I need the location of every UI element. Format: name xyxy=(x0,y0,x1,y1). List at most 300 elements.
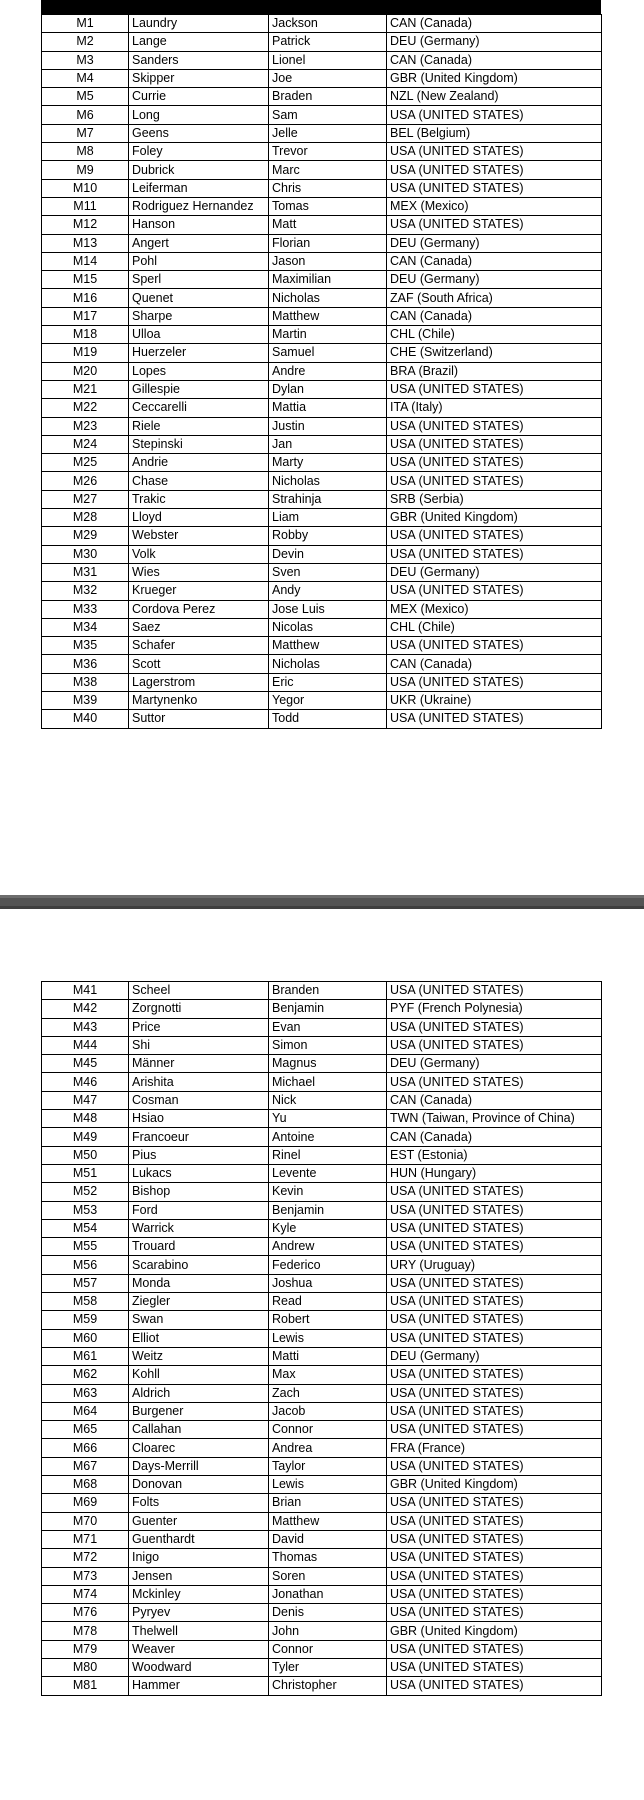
last-name-cell: Woodward xyxy=(129,1658,269,1676)
last-name-cell: Price xyxy=(129,1018,269,1036)
nationality-cell: USA (UNITED STATES) xyxy=(387,1183,602,1201)
athlete-id-cell: M79 xyxy=(42,1640,129,1658)
last-name-cell: Martynenko xyxy=(129,691,269,709)
table-row xyxy=(42,1256,602,1274)
first-name-cell: Samuel xyxy=(269,344,387,362)
table-row xyxy=(42,1036,602,1054)
athlete-id-cell: M70 xyxy=(42,1512,129,1530)
first-name-cell: Andrew xyxy=(269,1238,387,1256)
table-row xyxy=(42,344,602,362)
table-row xyxy=(42,1366,602,1384)
last-name-cell: Rodriguez Hernandez xyxy=(129,197,269,215)
table-row xyxy=(42,271,602,289)
table-row xyxy=(42,435,602,453)
athlete-id-cell: M38 xyxy=(42,673,129,691)
first-name-cell: Robby xyxy=(269,527,387,545)
table-row xyxy=(42,106,602,124)
nationality-cell: USA (UNITED STATES) xyxy=(387,472,602,490)
last-name-cell: Jensen xyxy=(129,1567,269,1585)
last-name-cell: Inigo xyxy=(129,1549,269,1567)
first-name-cell: Federico xyxy=(269,1256,387,1274)
table-row xyxy=(42,1274,602,1292)
first-name-cell: Jackson xyxy=(269,15,387,33)
table-row xyxy=(42,1347,602,1365)
athlete-id-cell: M80 xyxy=(42,1658,129,1676)
first-name-cell: Rinel xyxy=(269,1146,387,1164)
first-name-cell: Sam xyxy=(269,106,387,124)
first-name-cell: Jelle xyxy=(269,124,387,142)
nationality-cell: USA (UNITED STATES) xyxy=(387,673,602,691)
last-name-cell: Trouard xyxy=(129,1238,269,1256)
athlete-id-cell: M58 xyxy=(42,1293,129,1311)
table-row xyxy=(42,600,602,618)
table-row xyxy=(42,362,602,380)
athlete-id-cell: M64 xyxy=(42,1402,129,1420)
nationality-cell: CHL (Chile) xyxy=(387,618,602,636)
first-name-cell: Matt xyxy=(269,216,387,234)
last-name-cell: Guenthardt xyxy=(129,1530,269,1548)
athlete-id-cell: M12 xyxy=(42,216,129,234)
athlete-id-cell: M51 xyxy=(42,1164,129,1182)
nationality-cell: USA (UNITED STATES) xyxy=(387,1274,602,1292)
last-name-cell: Stepinski xyxy=(129,435,269,453)
first-name-cell: Marc xyxy=(269,161,387,179)
first-name-cell: Strahinja xyxy=(269,490,387,508)
first-name-cell: Devin xyxy=(269,545,387,563)
last-name-cell: Scarabino xyxy=(129,1256,269,1274)
athlete-id-cell: M34 xyxy=(42,618,129,636)
nationality-cell: ITA (Italy) xyxy=(387,399,602,417)
nationality-cell: CHE (Switzerland) xyxy=(387,344,602,362)
last-name-cell: Lange xyxy=(129,33,269,51)
last-name-cell: Callahan xyxy=(129,1421,269,1439)
last-name-cell: Lloyd xyxy=(129,509,269,527)
athlete-id-cell: M50 xyxy=(42,1146,129,1164)
athlete-id-cell: M42 xyxy=(42,1000,129,1018)
nationality-cell: USA (UNITED STATES) xyxy=(387,1658,602,1676)
athlete-id-cell: M33 xyxy=(42,600,129,618)
last-name-cell: Scott xyxy=(129,655,269,673)
athlete-id-cell: M4 xyxy=(42,69,129,87)
athlete-id-cell: M40 xyxy=(42,710,129,728)
table-row xyxy=(42,1567,602,1585)
nationality-cell: USA (UNITED STATES) xyxy=(387,1549,602,1567)
nationality-cell: USA (UNITED STATES) xyxy=(387,1585,602,1603)
table-row xyxy=(42,1329,602,1347)
first-name-cell: Patrick xyxy=(269,33,387,51)
last-name-cell: Cordova Perez xyxy=(129,600,269,618)
first-name-cell: Levente xyxy=(269,1164,387,1182)
last-name-cell: Huerzeler xyxy=(129,344,269,362)
last-name-cell: Ziegler xyxy=(129,1293,269,1311)
first-name-cell: Joe xyxy=(269,69,387,87)
nationality-cell: USA (UNITED STATES) xyxy=(387,1530,602,1548)
last-name-cell: Sanders xyxy=(129,51,269,69)
last-name-cell: Krueger xyxy=(129,582,269,600)
table-row xyxy=(42,691,602,709)
athlete-id-cell: M17 xyxy=(42,307,129,325)
nationality-cell: USA (UNITED STATES) xyxy=(387,1036,602,1054)
last-name-cell: Ulloa xyxy=(129,326,269,344)
first-name-cell: Lewis xyxy=(269,1329,387,1347)
nationality-cell: USA (UNITED STATES) xyxy=(387,637,602,655)
last-name-cell: Thelwell xyxy=(129,1622,269,1640)
athlete-id-cell: M48 xyxy=(42,1110,129,1128)
table-row xyxy=(42,1530,602,1548)
table-row xyxy=(42,655,602,673)
first-name-cell: Jonathan xyxy=(269,1585,387,1603)
nationality-cell: FRA (France) xyxy=(387,1439,602,1457)
nationality-cell: USA (UNITED STATES) xyxy=(387,1073,602,1091)
table-row xyxy=(42,216,602,234)
table-row xyxy=(42,69,602,87)
table-row xyxy=(42,710,602,728)
nationality-cell: USA (UNITED STATES) xyxy=(387,1238,602,1256)
nationality-cell: DEU (Germany) xyxy=(387,1055,602,1073)
last-name-cell: Folts xyxy=(129,1494,269,1512)
athlete-id-cell: M57 xyxy=(42,1274,129,1292)
first-name-cell: Marty xyxy=(269,454,387,472)
first-name-cell: Dylan xyxy=(269,380,387,398)
table-row xyxy=(42,124,602,142)
athlete-id-cell: M9 xyxy=(42,161,129,179)
nationality-cell: USA (UNITED STATES) xyxy=(387,454,602,472)
athlete-id-cell: M78 xyxy=(42,1622,129,1640)
last-name-cell: Bishop xyxy=(129,1183,269,1201)
nationality-cell: USA (UNITED STATES) xyxy=(387,1677,602,1695)
first-name-cell: Max xyxy=(269,1366,387,1384)
last-name-cell: Lopes xyxy=(129,362,269,380)
first-name-cell: Nicholas xyxy=(269,655,387,673)
athlete-id-cell: M49 xyxy=(42,1128,129,1146)
first-name-cell: Justin xyxy=(269,417,387,435)
athlete-id-cell: M27 xyxy=(42,490,129,508)
table-row xyxy=(42,252,602,270)
nationality-cell: USA (UNITED STATES) xyxy=(387,982,602,1000)
nationality-cell: USA (UNITED STATES) xyxy=(387,1366,602,1384)
first-name-cell: Antoine xyxy=(269,1128,387,1146)
table-row xyxy=(42,1549,602,1567)
nationality-cell: USA (UNITED STATES) xyxy=(387,1604,602,1622)
last-name-cell: Wies xyxy=(129,563,269,581)
athlete-id-cell: M25 xyxy=(42,454,129,472)
nationality-cell: USA (UNITED STATES) xyxy=(387,1421,602,1439)
athlete-id-cell: M2 xyxy=(42,33,129,51)
table-row xyxy=(42,380,602,398)
table-row xyxy=(42,1604,602,1622)
last-name-cell: Volk xyxy=(129,545,269,563)
nationality-cell: USA (UNITED STATES) xyxy=(387,1329,602,1347)
last-name-cell: Andrie xyxy=(129,454,269,472)
table-row xyxy=(42,289,602,307)
nationality-cell: CAN (Canada) xyxy=(387,1091,602,1109)
last-name-cell: Saez xyxy=(129,618,269,636)
table-row xyxy=(42,1164,602,1182)
last-name-cell: Sperl xyxy=(129,271,269,289)
table-row xyxy=(42,1110,602,1128)
athlete-id-cell: M29 xyxy=(42,527,129,545)
first-name-cell: Andy xyxy=(269,582,387,600)
last-name-cell: Laundry xyxy=(129,15,269,33)
first-name-cell: Jacob xyxy=(269,1402,387,1420)
table-row xyxy=(42,673,602,691)
first-name-cell: Sven xyxy=(269,563,387,581)
last-name-cell: Webster xyxy=(129,527,269,545)
first-name-cell: Robert xyxy=(269,1311,387,1329)
nationality-cell: MEX (Mexico) xyxy=(387,600,602,618)
table-row xyxy=(42,179,602,197)
table-row xyxy=(42,161,602,179)
nationality-cell: USA (UNITED STATES) xyxy=(387,143,602,161)
last-name-cell: Cosman xyxy=(129,1091,269,1109)
last-name-cell: Francoeur xyxy=(129,1128,269,1146)
first-name-cell: Kyle xyxy=(269,1219,387,1237)
table-row xyxy=(42,527,602,545)
athlete-id-cell: M76 xyxy=(42,1604,129,1622)
first-name-cell: Nicholas xyxy=(269,472,387,490)
table-row xyxy=(42,15,602,33)
athlete-id-cell: M36 xyxy=(42,655,129,673)
last-name-cell: Ford xyxy=(129,1201,269,1219)
last-name-cell: Arishita xyxy=(129,1073,269,1091)
table-row xyxy=(42,509,602,527)
last-name-cell: Foley xyxy=(129,143,269,161)
table-row xyxy=(42,637,602,655)
nationality-cell: USA (UNITED STATES) xyxy=(387,1311,602,1329)
table-row xyxy=(42,582,602,600)
first-name-cell: Martin xyxy=(269,326,387,344)
table-row xyxy=(42,33,602,51)
athlete-id-cell: M61 xyxy=(42,1347,129,1365)
table-row xyxy=(42,618,602,636)
first-name-cell: Connor xyxy=(269,1640,387,1658)
first-name-cell: Benjamin xyxy=(269,1000,387,1018)
athlete-id-cell: M19 xyxy=(42,344,129,362)
first-name-cell: Christopher xyxy=(269,1677,387,1695)
table-row xyxy=(42,545,602,563)
athlete-id-cell: M72 xyxy=(42,1549,129,1567)
last-name-cell: Suttor xyxy=(129,710,269,728)
first-name-cell: Denis xyxy=(269,1604,387,1622)
nationality-cell: TWN (Taiwan, Province of China) xyxy=(387,1110,602,1128)
nationality-cell: GBR (United Kingdom) xyxy=(387,509,602,527)
nationality-cell: USA (UNITED STATES) xyxy=(387,1457,602,1475)
last-name-cell: Shi xyxy=(129,1036,269,1054)
table-row xyxy=(42,1000,602,1018)
athlete-id-cell: M62 xyxy=(42,1366,129,1384)
last-name-cell: Guenter xyxy=(129,1512,269,1530)
first-name-cell: Connor xyxy=(269,1421,387,1439)
athlete-id-cell: M44 xyxy=(42,1036,129,1054)
athlete-id-cell: M81 xyxy=(42,1677,129,1695)
last-name-cell: Monda xyxy=(129,1274,269,1292)
first-name-cell: Mattia xyxy=(269,399,387,417)
athlete-id-cell: M69 xyxy=(42,1494,129,1512)
first-name-cell: Florian xyxy=(269,234,387,252)
table-row xyxy=(42,417,602,435)
athlete-id-cell: M68 xyxy=(42,1476,129,1494)
table-row xyxy=(42,399,602,417)
first-name-cell: Michael xyxy=(269,1073,387,1091)
athlete-id-cell: M30 xyxy=(42,545,129,563)
first-name-cell: Tyler xyxy=(269,1658,387,1676)
last-name-cell: Riele xyxy=(129,417,269,435)
nationality-cell: USA (UNITED STATES) xyxy=(387,161,602,179)
last-name-cell: Warrick xyxy=(129,1219,269,1237)
last-name-cell: Donovan xyxy=(129,1476,269,1494)
last-name-cell: Mckinley xyxy=(129,1585,269,1603)
last-name-cell: Quenet xyxy=(129,289,269,307)
athlete-id-cell: M56 xyxy=(42,1256,129,1274)
first-name-cell: Kevin xyxy=(269,1183,387,1201)
nationality-cell: USA (UNITED STATES) xyxy=(387,582,602,600)
athlete-id-cell: M45 xyxy=(42,1055,129,1073)
first-name-cell: Jason xyxy=(269,252,387,270)
nationality-cell: USA (UNITED STATES) xyxy=(387,106,602,124)
athlete-id-cell: M11 xyxy=(42,197,129,215)
last-name-cell: Elliot xyxy=(129,1329,269,1347)
nationality-cell: USA (UNITED STATES) xyxy=(387,527,602,545)
first-name-cell: Soren xyxy=(269,1567,387,1585)
table-row xyxy=(42,472,602,490)
first-name-cell: Magnus xyxy=(269,1055,387,1073)
athlete-id-cell: M6 xyxy=(42,106,129,124)
athlete-id-cell: M5 xyxy=(42,88,129,106)
table-row xyxy=(42,234,602,252)
last-name-cell: Days-Merrill xyxy=(129,1457,269,1475)
last-name-cell: Männer xyxy=(129,1055,269,1073)
last-name-cell: Ceccarelli xyxy=(129,399,269,417)
first-name-cell: Andre xyxy=(269,362,387,380)
table-row xyxy=(42,197,602,215)
last-name-cell: Lukacs xyxy=(129,1164,269,1182)
first-name-cell: Matthew xyxy=(269,1512,387,1530)
last-name-cell: Kohll xyxy=(129,1366,269,1384)
nationality-cell: USA (UNITED STATES) xyxy=(387,1494,602,1512)
athlete-id-cell: M66 xyxy=(42,1439,129,1457)
nationality-cell: UKR (Ukraine) xyxy=(387,691,602,709)
first-name-cell: Eric xyxy=(269,673,387,691)
athlete-id-cell: M73 xyxy=(42,1567,129,1585)
athlete-id-cell: M59 xyxy=(42,1311,129,1329)
table-row xyxy=(42,1677,602,1695)
athlete-id-cell: M13 xyxy=(42,234,129,252)
athlete-id-cell: M39 xyxy=(42,691,129,709)
nationality-cell: GBR (United Kingdom) xyxy=(387,1476,602,1494)
athlete-id-cell: M10 xyxy=(42,179,129,197)
last-name-cell: Weaver xyxy=(129,1640,269,1658)
nationality-cell: EST (Estonia) xyxy=(387,1146,602,1164)
athlete-id-cell: M67 xyxy=(42,1457,129,1475)
table-row xyxy=(42,51,602,69)
table-row xyxy=(42,454,602,472)
table-row xyxy=(42,1311,602,1329)
roster-table-top xyxy=(41,14,602,729)
first-name-cell: Matthew xyxy=(269,637,387,655)
table-row xyxy=(42,982,602,1000)
nationality-cell: HUN (Hungary) xyxy=(387,1164,602,1182)
athlete-id-cell: M31 xyxy=(42,563,129,581)
athlete-id-cell: M16 xyxy=(42,289,129,307)
athlete-id-cell: M3 xyxy=(42,51,129,69)
nationality-cell: CAN (Canada) xyxy=(387,1128,602,1146)
nationality-cell: URY (Uruguay) xyxy=(387,1256,602,1274)
last-name-cell: Long xyxy=(129,106,269,124)
nationality-cell: USA (UNITED STATES) xyxy=(387,1512,602,1530)
athlete-id-cell: M74 xyxy=(42,1585,129,1603)
table-row xyxy=(42,1585,602,1603)
table-row xyxy=(42,1146,602,1164)
table-row xyxy=(42,1512,602,1530)
last-name-cell: Pyryev xyxy=(129,1604,269,1622)
nationality-cell: CAN (Canada) xyxy=(387,307,602,325)
last-name-cell: Lagerstrom xyxy=(129,673,269,691)
first-name-cell: Brian xyxy=(269,1494,387,1512)
roster-table-bottom xyxy=(41,981,602,1696)
athlete-id-cell: M65 xyxy=(42,1421,129,1439)
athlete-id-cell: M32 xyxy=(42,582,129,600)
last-name-cell: Pohl xyxy=(129,252,269,270)
table-row xyxy=(42,1384,602,1402)
first-name-cell: Trevor xyxy=(269,143,387,161)
nationality-cell: NZL (New Zealand) xyxy=(387,88,602,106)
last-name-cell: Angert xyxy=(129,234,269,252)
last-name-cell: Currie xyxy=(129,88,269,106)
nationality-cell: DEU (Germany) xyxy=(387,271,602,289)
athlete-id-cell: M28 xyxy=(42,509,129,527)
nationality-cell: ZAF (South Africa) xyxy=(387,289,602,307)
table-row xyxy=(42,1494,602,1512)
nationality-cell: USA (UNITED STATES) xyxy=(387,417,602,435)
table-row xyxy=(42,1219,602,1237)
table-row xyxy=(42,1055,602,1073)
first-name-cell: Branden xyxy=(269,982,387,1000)
table-row xyxy=(42,490,602,508)
nationality-cell: CAN (Canada) xyxy=(387,252,602,270)
nationality-cell: BRA (Brazil) xyxy=(387,362,602,380)
table-row xyxy=(42,1457,602,1475)
nationality-cell: USA (UNITED STATES) xyxy=(387,435,602,453)
athlete-id-cell: M26 xyxy=(42,472,129,490)
nationality-cell: DEU (Germany) xyxy=(387,1347,602,1365)
nationality-cell: USA (UNITED STATES) xyxy=(387,1201,602,1219)
athlete-id-cell: M15 xyxy=(42,271,129,289)
first-name-cell: Lewis xyxy=(269,1476,387,1494)
table-row xyxy=(42,1439,602,1457)
first-name-cell: Evan xyxy=(269,1018,387,1036)
first-name-cell: Nicholas xyxy=(269,289,387,307)
last-name-cell: Weitz xyxy=(129,1347,269,1365)
first-name-cell: Maximilian xyxy=(269,271,387,289)
last-name-cell: Schafer xyxy=(129,637,269,655)
last-name-cell: Geens xyxy=(129,124,269,142)
last-name-cell: Cloarec xyxy=(129,1439,269,1457)
first-name-cell: David xyxy=(269,1530,387,1548)
table-row xyxy=(42,1183,602,1201)
page-top xyxy=(0,0,644,895)
nationality-cell: USA (UNITED STATES) xyxy=(387,545,602,563)
last-name-cell: Swan xyxy=(129,1311,269,1329)
first-name-cell: Taylor xyxy=(269,1457,387,1475)
table-row xyxy=(42,1293,602,1311)
nationality-cell: PYF (French Polynesia) xyxy=(387,1000,602,1018)
last-name-cell: Aldrich xyxy=(129,1384,269,1402)
last-name-cell: Gillespie xyxy=(129,380,269,398)
nationality-cell: USA (UNITED STATES) xyxy=(387,216,602,234)
first-name-cell: Matthew xyxy=(269,307,387,325)
table-row xyxy=(42,1128,602,1146)
nationality-cell: USA (UNITED STATES) xyxy=(387,380,602,398)
